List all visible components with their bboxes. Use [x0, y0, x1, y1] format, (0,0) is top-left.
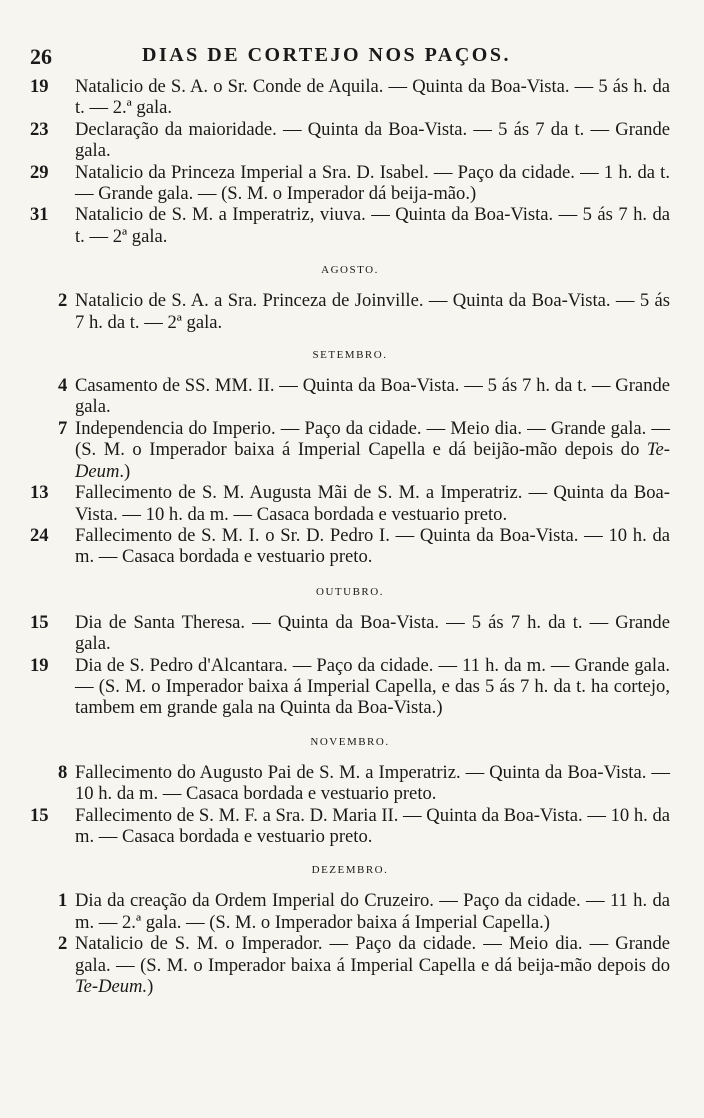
entry-day: 2	[58, 933, 68, 955]
month-heading: DEZEMBRO.	[311, 864, 389, 877]
entry	[30, 204, 670, 247]
section-agosto	[30, 264, 670, 333]
section-outubro	[30, 586, 670, 719]
month-heading: OUTUBRO.	[316, 585, 384, 598]
entry	[30, 655, 670, 719]
entry-day: 23	[30, 118, 49, 140]
entry-day: 2	[58, 290, 68, 312]
entry-text: Declaração da maioridade. — Quinta da Boa-Vista. — 5 ás 7 da t. — Grande gala.	[75, 118, 670, 162]
entry-day: 1	[58, 890, 68, 912]
entry-text: Dia da creação da Ordem Imperial do Cruzeiro. — Paço da cidade. — 11 h. da m. — 2.ª gala. — (S. M. o Imperador baixa á Imperial Capella.)	[75, 890, 670, 933]
entry	[30, 418, 670, 482]
month-heading: AGOSTO.	[321, 264, 379, 277]
entry	[30, 805, 670, 848]
entry-day: 19	[30, 654, 49, 676]
entry-text: Fallecimento de S. M. Augusta Mãi de S. M. a Imperatriz. — Quinta da Boa-Vista. — 10 h. da m. — Casaca bordada e vestuario preto.	[75, 482, 670, 525]
entry-text: Dia de Santa Theresa. — Quinta da Boa-Vista. — 5 ás 7 h. da t. — Grande gala.	[75, 611, 670, 655]
entry-day: 8	[58, 761, 68, 783]
entry-text: Independencia do Imperio. — Paço da cidade. — Meio dia. — Grande gala. — (S. M. o Imperador baixa á Imperial Capella e dá beijão-mão depois do Te-Deum.)	[75, 417, 670, 482]
month-heading: NOVEMBRO.	[310, 735, 390, 748]
entry-day: 4	[58, 375, 68, 397]
entry	[30, 890, 670, 933]
entry-text: Natalicio da Princeza Imperial a Sra. D. Isabel. — Paço da cidade. — 1 h. da t. — Grande gala. — (S. M. o Imperador dá beija-mão.)	[75, 161, 670, 205]
entry-day: 31	[30, 204, 49, 226]
entry-text: Fallecimento de S. M. I. o Sr. D. Pedro I. — Quinta da Boa-Vista. — 10 h. da m. — Casaca bordada e vestuario preto.	[75, 524, 670, 568]
page-number: 26	[30, 44, 52, 69]
section-setembro	[30, 349, 670, 568]
entry-text: Fallecimento do Augusto Pai de S. M. a Imperatriz. — Quinta da Boa-Vista. — 10 h. da m. — Casaca bordada e vestuario preto.	[75, 761, 670, 805]
entry	[30, 482, 670, 525]
section-novembro	[30, 736, 670, 848]
entry	[30, 933, 670, 997]
entry	[30, 119, 670, 162]
month-heading: SETEMBRO.	[312, 349, 388, 362]
entry	[30, 612, 670, 655]
entry-text: Natalicio de S. M. a Imperatriz, viuva. — Quinta da Boa-Vista. — 5 ás 7 h. da t. — 2ª gala.	[75, 204, 670, 247]
entry-day: 15	[30, 804, 49, 826]
entry-text: Casamento de SS. MM. II. — Quinta da Boa-Vista. — 5 ás 7 h. da t. — Grande gala.	[75, 375, 670, 418]
entry-text: Natalicio de S. A. a Sra. Princeza de Joinville. — Quinta da Boa-Vista. — 5 ás 7 h. da t. — 2ª gala.	[75, 290, 670, 333]
entry	[30, 375, 670, 418]
running-title: DIAS DE CORTEJO NOS PAÇOS.	[142, 44, 511, 66]
entry-day: 13	[30, 482, 49, 504]
entry-text: Dia de S. Pedro d'Alcantara. — Paço da cidade. — 11 h. da m. — Grande gala. — (S. M. o Imperador baixa á Imperial Capella, e das 5 ás 7 h. da t. ha cortejo, tambem em grande gala na Quinta da Boa-Vista.)	[75, 654, 670, 719]
section-julho-continued	[30, 76, 670, 247]
calendar-entries	[30, 76, 670, 997]
entry	[30, 162, 670, 205]
entry-text: Fallecimento de S. M. F. a Sra. D. Maria II. — Quinta da Boa-Vista. — 10 h. da m. — Casaca bordada e vestuario preto.	[75, 804, 670, 847]
page-header	[30, 44, 670, 70]
entry-day: 24	[30, 524, 49, 546]
entry-day: 15	[30, 611, 49, 633]
entry-text: Natalicio de S. A. o Sr. Conde de Aquila. — Quinta da Boa-Vista. — 5 ás h. da t. — 2.ª gala.	[75, 76, 670, 119]
entry-day: 7	[58, 417, 68, 439]
section-dezembro	[30, 864, 670, 997]
entry-day: 19	[30, 76, 49, 97]
entry	[30, 76, 670, 119]
entry	[30, 290, 670, 333]
entry	[30, 525, 670, 568]
entry	[30, 762, 670, 805]
entry-day: 29	[30, 161, 49, 183]
entry-text: Natalicio de S. M. o Imperador. — Paço da cidade. — Meio dia. — Grande gala. — (S. M. o Imperador baixa á Imperial Capella e dá beija-mão depois do Te-Deum.)	[75, 933, 670, 997]
